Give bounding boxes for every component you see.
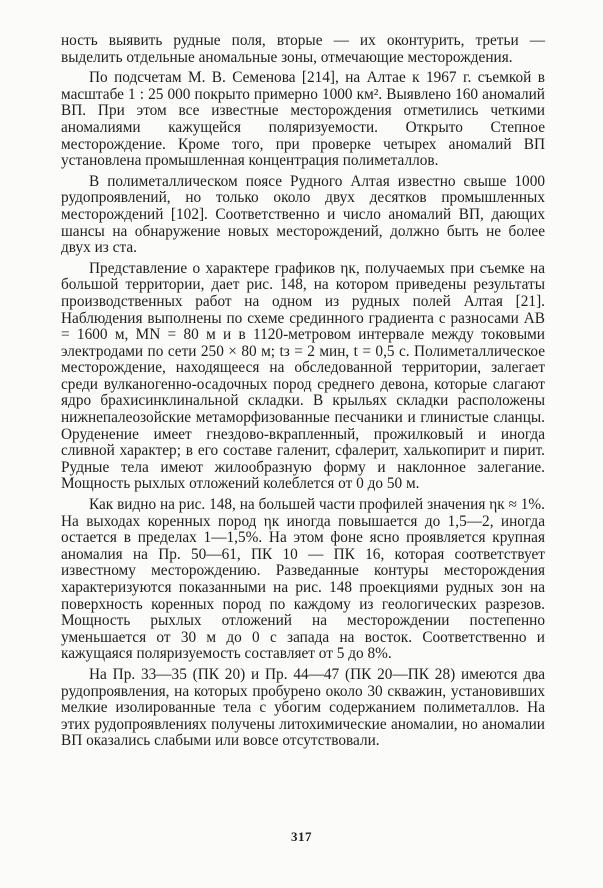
paragraph-profile-values: Как видно на рис. 148, на большей части профилей значения ηк ≈ 1%. На выходах коренных пород ηк иногда повышается до 1,5—2, иногда остается в пределах 1—1,5%. На этом фоне ясно проявляется крупная аномалия на Пр. 50—61, ПК 10 — ПК 16, которая соответствует известному месторождению. Разведанные контуры месторождения характеризуются показанными на рис. 148 проекциями рудных зон на поверхность коренных пород по каждому из геологических разрезов. Мощность рыхлых отложений на месторождении постепенно уменьшается от 30 м до 0 с запада на восток. Соответственно и кажущаяся поляризуемость составляет от 5 до 8%. <box>61 496 545 663</box>
body-text <box>61 33 545 750</box>
page-number: 317 <box>291 829 312 844</box>
paragraph-figure-148-description: Представление о характере графиков ηк, получаемых при съемке на большой территории, дает рис. 148, на котором приведены результаты производственных работ на одном из рудных полей Алтая [21]. Наблюдения выполнены по схеме срединного градиента с разносами AB = 1600 м, MN = 80 м и в 1120-метровом интервале между токовыми электродами по сети 250 × 80 м; tз = 2 мин, t = 0,5 с. Полиметаллическое месторождение, находящееся на обследованной территории, залегает среди вулканогенно-осадочных пород среднего девона, которые слагают ядро брахисинклинальной складки. В крыльях складки расположены нижнепалеозойские метаморфизованные песчаники и глинистые сланцы. Оруденение имеет гнездово-вкрапленный, прожилковый и иногда сливной характер; в его составе галенит, сфалерит, халькопирит и пирит. Рудные тела имеют жилообразную форму и наклонное залегание. Мощность рыхлых отложений колеблется от 0 до 50 м. <box>61 259 545 493</box>
paragraph-continuation: ность выявить рудные поля, вторые — их оконтурить, третьи — выделить отдельные аномальные зоны, отмечающие месторождения. <box>61 32 545 66</box>
paragraph-ore-occurrences: На Пр. 33—35 (ПК 20) и Пр. 44—47 (ПК 20—ПК 28) имеются два рудопроявления, на которых пробурено около 30 скважин, установивших мелкие изолированные тела с убогим содержанием полиметаллов. На этих рудопроявлениях получены литохимические аномалии, но аномалии ВП оказались слабыми или вовсе отсутствовали. <box>61 665 545 750</box>
paragraph-semenov-survey: По подсчетам М. В. Семенова [214], на Алтае к 1967 г. съемкой в масштабе 1 : 25 000 покрыто примерно 1000 км². Выявлено 160 аномалий ВП. При этом все известные месторождения отметились четкими аномалиями кажущейся поляризуемости. Открыто Степное месторождение. Кроме того, при проверке четырех аномалий ВП установлена промышленная концентрация полиметаллов. <box>61 69 545 170</box>
paragraph-rudny-altai-belt: В полиметаллическом поясе Рудного Алтая известно свыше 1000 рудопроявлений, но только около двух десятков промышленных месторождений [102]. Соответственно и число аномалий ВП, дающих шансы на обнаружение новых месторождений, должно быть не более двух из ста. <box>61 172 545 257</box>
